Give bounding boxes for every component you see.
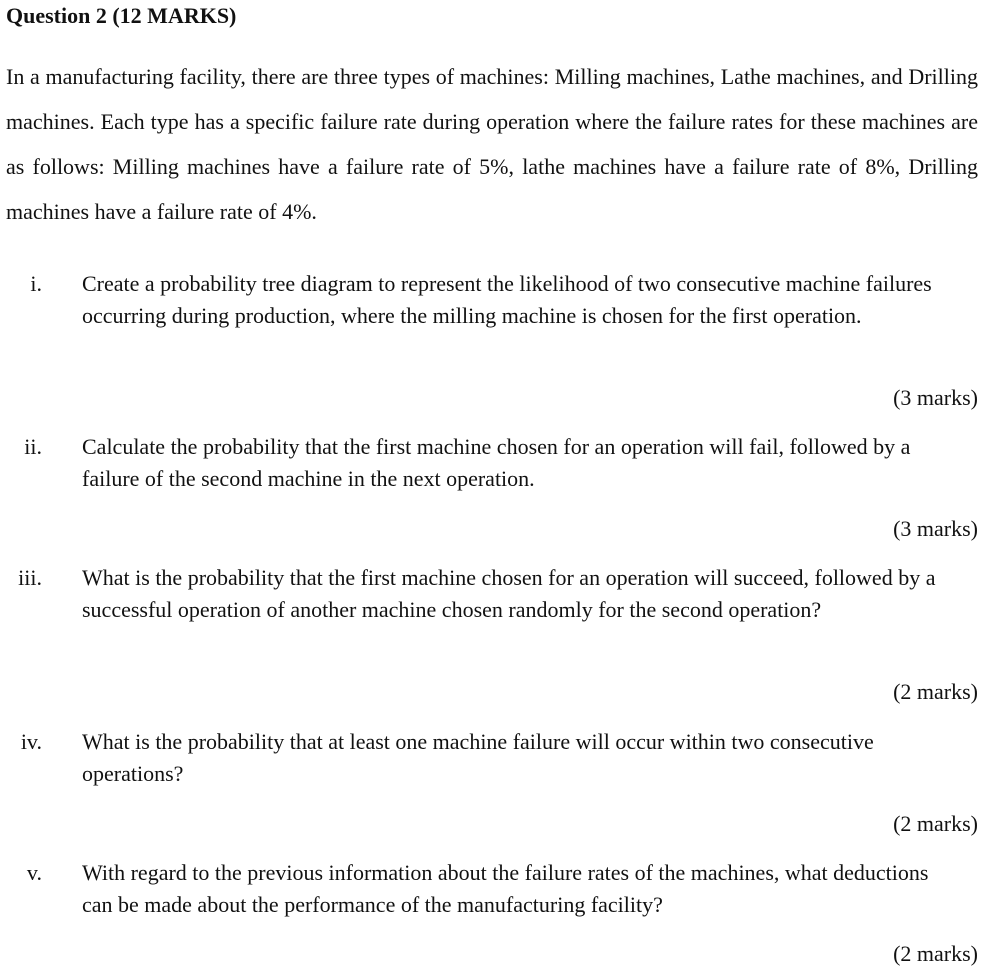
part-i-marks: (3 marks) (893, 385, 978, 410)
part-ii-text: Calculate the probability that the first machine chosen for an operation will fail, followed by a failure of the second machine in the next operation. (82, 434, 911, 491)
part-ii-marks: (3 marks) (893, 516, 978, 541)
intro-paragraph: In a manufacturing facility, there are three types of machines: Milling machines, Lathe machines, and Drilling machines. Each type has a specific failure rate during operation where the failure rates for these machines are as follows: Milling machines have a failure rate of 5%, lathe machines have a failure rate of 8%, Drilling machines have a failure rate of 4%. (6, 64, 978, 224)
part-iv-marks: (2 marks) (893, 811, 978, 836)
part-iv-text: What is the probability that at least one machine failure will occur within two consecutive operations? (82, 729, 874, 786)
part-i-text: Create a probability tree diagram to represent the likelihood of two consecutive machine failures occurring during production, where the milling machine is chosen for the first operation. (82, 271, 932, 328)
part-v-number: v. (26, 860, 42, 885)
part-iv-number: iv. (20, 729, 42, 754)
part-iii-marks: (2 marks) (893, 679, 978, 704)
part-v-marks: (2 marks) (893, 941, 978, 966)
question-title: Question 2 (12 MARKS) (6, 3, 237, 28)
part-i-number: i. (30, 271, 42, 296)
part-iii-number: iii. (18, 565, 42, 590)
part-ii-number: ii. (24, 434, 42, 459)
part-iii-text: What is the probability that the first machine chosen for an operation will succeed, followed by a successful operation of another machine chosen randomly for the second operation? (82, 565, 936, 622)
part-v-text: With regard to the previous information about the failure rates of the machines, what deductions can be made about the performance of the manufacturing facility? (82, 860, 929, 917)
